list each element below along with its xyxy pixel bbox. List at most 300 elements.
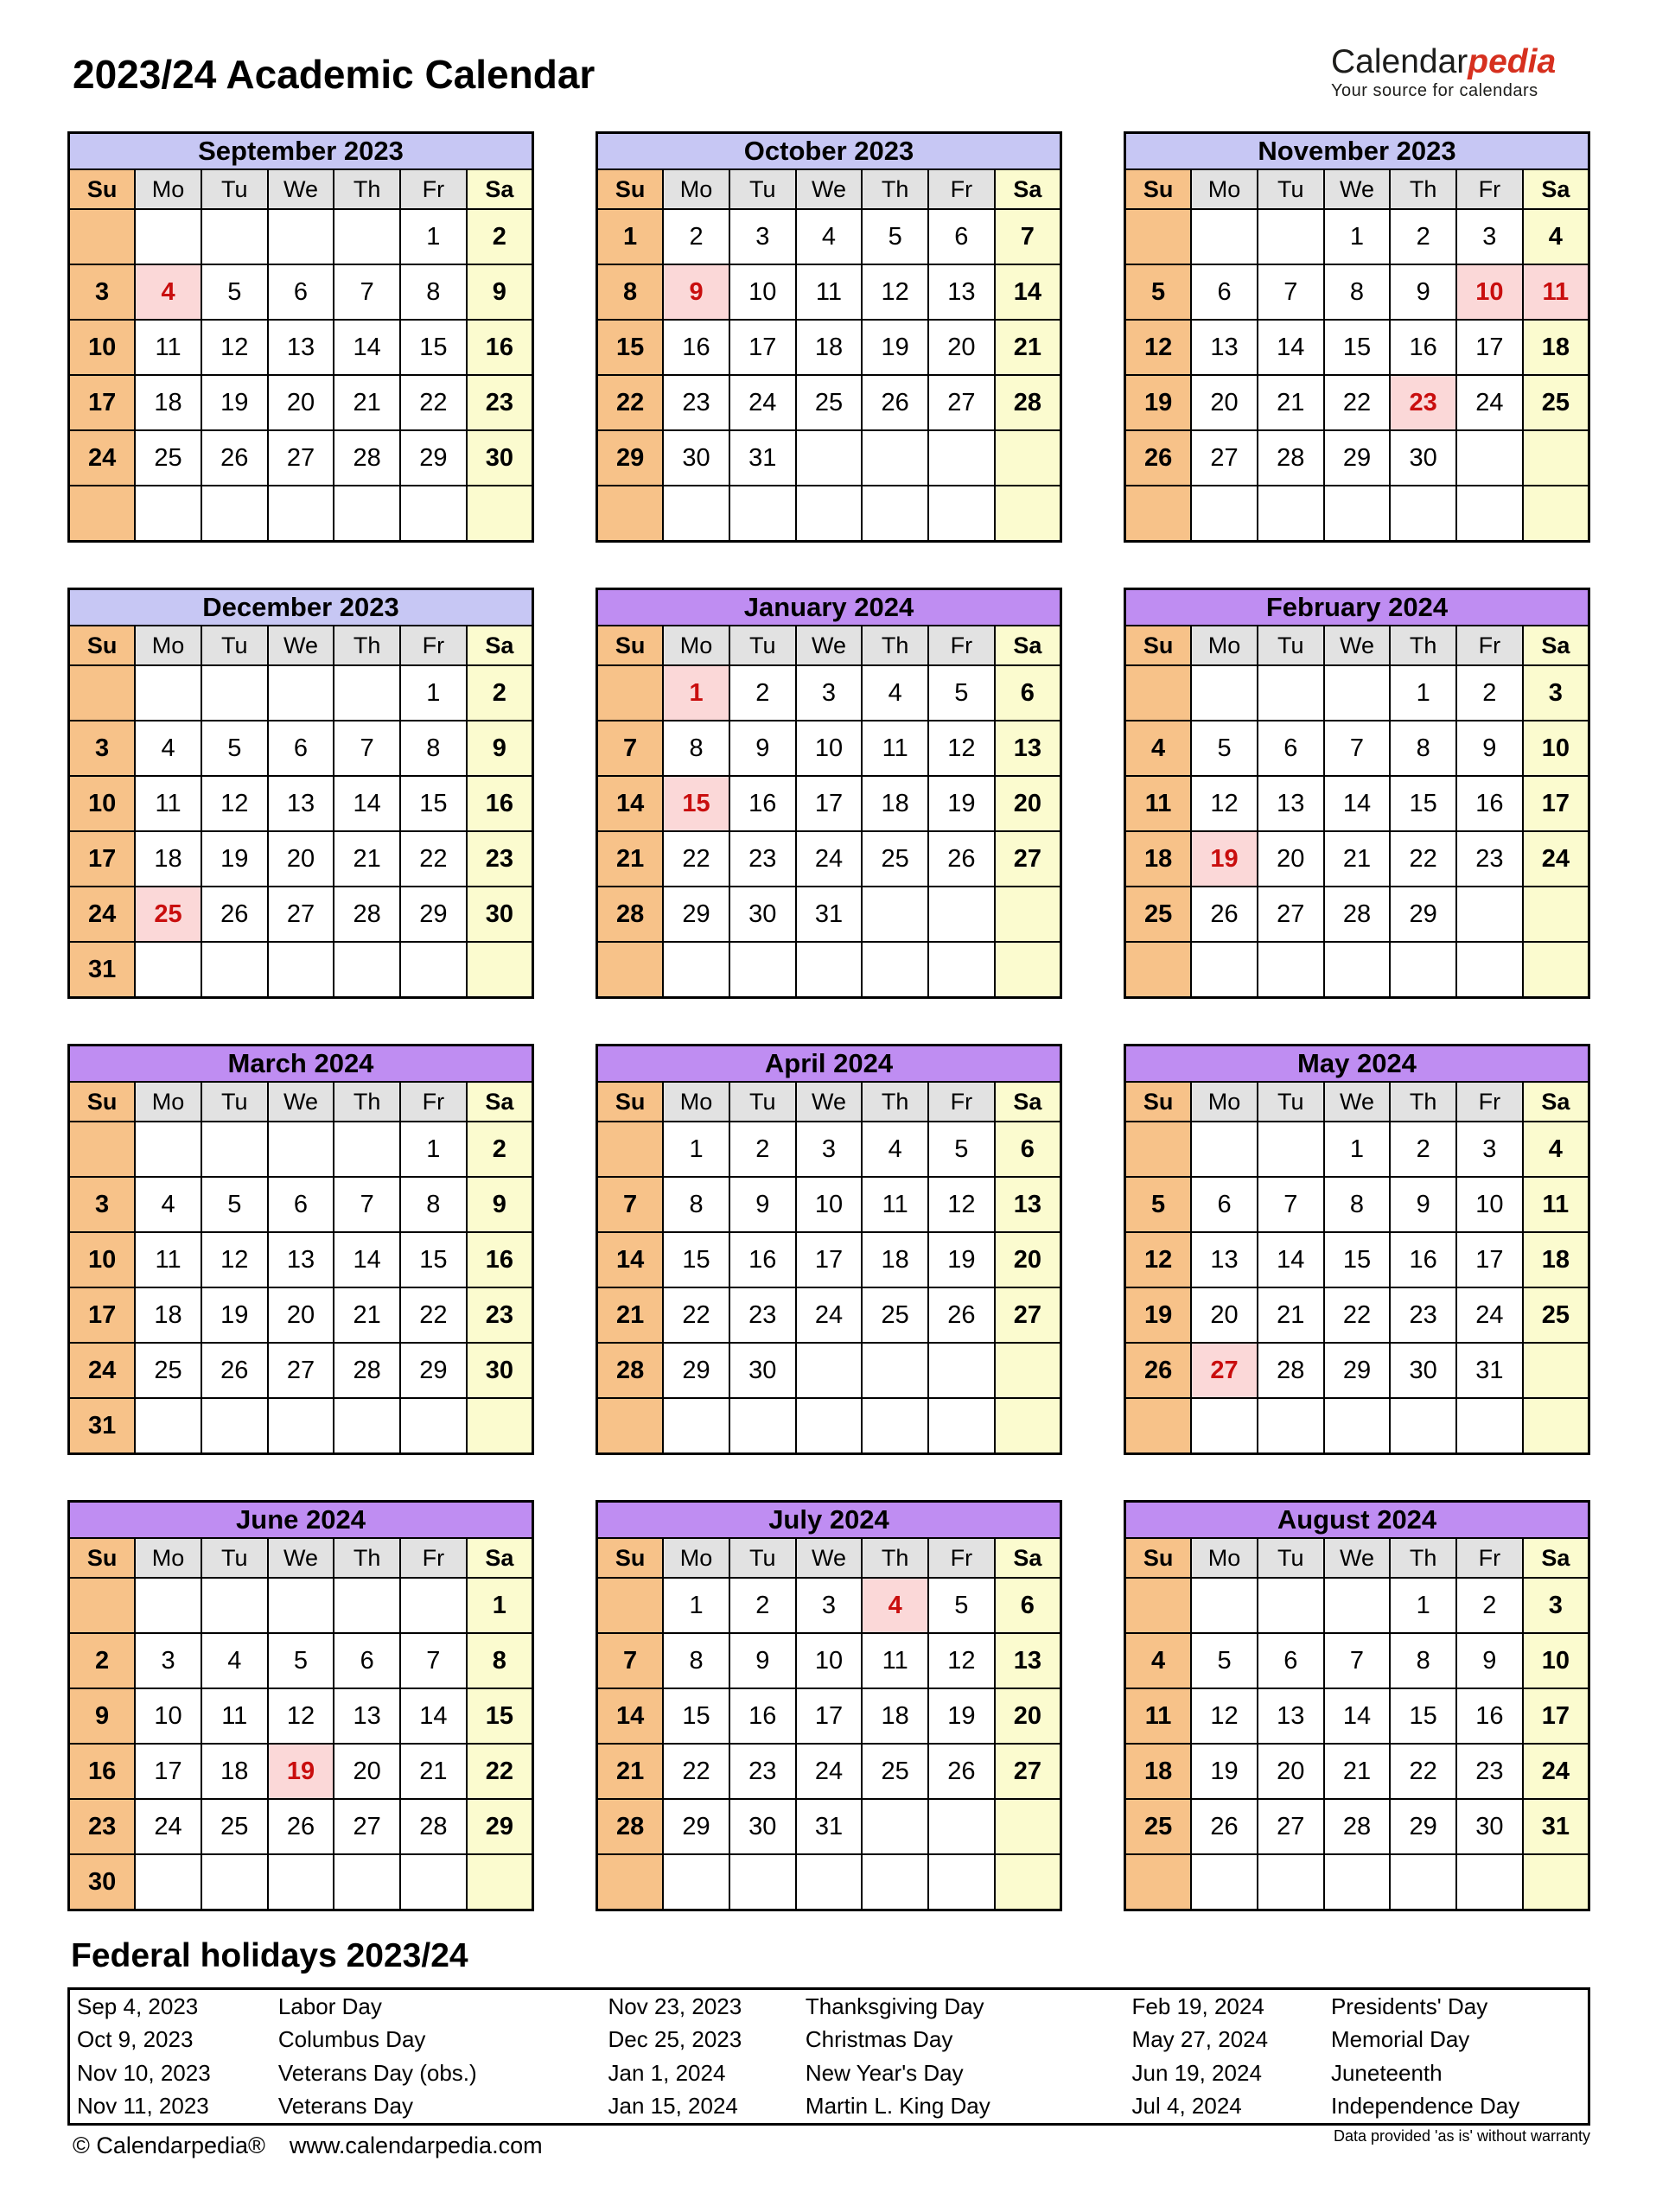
holiday-date: Feb 19, 2024 [1131,1993,1264,2019]
day-cell: 4 [135,721,201,776]
day-cell: 26 [1191,887,1258,942]
empty-day-cell [1523,430,1589,486]
day-cell: 28 [334,430,400,486]
day-header-sa: Sa [1523,626,1589,665]
day-header-tu: Tu [201,626,268,665]
empty-day-cell [1191,1398,1258,1454]
day-cell: 8 [1390,721,1456,776]
calendarpedia-logo [1331,45,1556,99]
disclaimer-text: Data provided 'as is' without warranty [1333,2127,1590,2145]
day-cell: 4 [1523,209,1589,264]
day-cell: 15 [400,776,467,831]
day-cell: 28 [1324,887,1391,942]
empty-day-cell [135,942,201,998]
holiday-name: Veterans Day (obs.) [277,2059,477,2086]
day-cell: 19 [201,831,268,887]
day-cell: 18 [135,831,201,887]
day-cell: 25 [862,831,928,887]
day-cell: 20 [1191,375,1258,430]
copyright-line [73,2133,543,2159]
empty-day-cell [663,486,729,542]
day-cell: 16 [1456,1688,1523,1744]
empty-day-cell [69,486,136,542]
day-cell: 16 [663,320,729,375]
day-cell: 4 [796,209,863,264]
day-cell: 25 [201,1799,268,1854]
day-cell: 3 [1456,209,1523,264]
month-title: December 2023 [69,589,533,626]
day-cell: 25 [135,430,201,486]
day-cell: 7 [334,264,400,320]
day-cell: 28 [334,1343,400,1398]
day-cell: 7 [334,1177,400,1232]
day-cell: 12 [1125,1232,1192,1287]
empty-day-cell [928,1398,995,1454]
day-header-we: We [796,1538,863,1578]
logo-tagline: Your source for calendars [1331,81,1538,100]
day-cell: 18 [1125,831,1192,887]
day-cell: 29 [400,887,467,942]
day-cell: 16 [729,1232,796,1287]
day-cell: 10 [69,776,136,831]
day-cell: 9 [1390,264,1456,320]
holiday-date: Jul 4, 2024 [1131,2093,1242,2120]
day-cell: 14 [334,776,400,831]
empty-day-cell [400,486,467,542]
empty-day-cell [1125,209,1192,264]
day-cell: 12 [1191,1688,1258,1744]
day-header-su: Su [597,1538,664,1578]
day-cell: 14 [597,1232,664,1287]
day-cell: 30 [729,1343,796,1398]
day-header-fr: Fr [1456,169,1523,209]
empty-day-cell [1191,209,1258,264]
empty-day-cell [1191,665,1258,721]
empty-day-cell [995,942,1061,998]
holiday-row [69,2089,1589,2124]
day-cell: 3 [1456,1122,1523,1177]
day-header-we: We [796,1082,863,1122]
day-cell: 4 [201,1633,268,1688]
day-cell: 3 [135,1633,201,1688]
day-cell: 7 [1258,1177,1324,1232]
day-cell: 18 [1523,320,1589,375]
logo-part-pedia: pedia [1468,43,1557,80]
day-cell: 12 [862,264,928,320]
day-cell: 21 [334,375,400,430]
day-cell: 21 [1324,831,1391,887]
day-cell: 6 [995,1578,1061,1633]
day-cell: 23 [729,831,796,887]
day-cell: 15 [597,320,664,375]
holiday-date: Jan 15, 2024 [608,2093,738,2120]
day-cell: 8 [663,721,729,776]
day-cell: 17 [1456,320,1523,375]
empty-day-cell [862,1398,928,1454]
empty-day-cell [268,209,334,264]
holiday-date: Jun 19, 2024 [1131,2059,1262,2086]
day-cell: 25 [862,1287,928,1343]
day-cell: 17 [796,1232,863,1287]
day-cell: 10 [729,264,796,320]
federal-holidays-table [67,1987,1590,2126]
day-header-th: Th [1390,626,1456,665]
day-cell: 26 [201,430,268,486]
day-cell: 13 [268,776,334,831]
empty-day-cell [796,486,863,542]
holiday-day-cell: 19 [1191,831,1258,887]
day-cell: 1 [663,1578,729,1633]
empty-day-cell [1390,942,1456,998]
day-header-th: Th [334,1082,400,1122]
day-cell: 25 [1125,1799,1192,1854]
empty-day-cell [135,1122,201,1177]
day-cell: 9 [467,721,533,776]
empty-day-cell [1258,942,1324,998]
day-cell: 6 [1191,1177,1258,1232]
day-header-we: We [268,1082,334,1122]
day-cell: 12 [201,1232,268,1287]
day-cell: 29 [1324,1343,1391,1398]
day-cell: 11 [1523,1177,1589,1232]
day-cell: 3 [796,665,863,721]
day-cell: 21 [334,1287,400,1343]
day-cell: 17 [1456,1232,1523,1287]
day-cell: 17 [796,1688,863,1744]
day-cell: 9 [467,264,533,320]
empty-day-cell [69,665,136,721]
day-cell: 10 [1523,721,1589,776]
day-cell: 26 [928,831,995,887]
day-cell: 27 [1191,430,1258,486]
empty-day-cell [1125,942,1192,998]
day-header-sa: Sa [467,626,533,665]
day-cell: 15 [1324,320,1391,375]
day-cell: 8 [663,1633,729,1688]
empty-day-cell [1324,1854,1391,1910]
day-cell: 30 [1390,430,1456,486]
holiday-name: Columbus Day [277,2026,426,2053]
day-cell: 16 [1390,320,1456,375]
day-cell: 18 [862,776,928,831]
day-cell: 19 [1125,375,1192,430]
day-header-tu: Tu [729,1538,796,1578]
day-cell: 7 [334,721,400,776]
empty-day-cell [1191,1122,1258,1177]
day-cell: 10 [69,320,136,375]
empty-day-cell [69,1122,136,1177]
day-cell: 27 [995,1744,1061,1799]
empty-day-cell [201,486,268,542]
empty-day-cell [1456,1398,1523,1454]
empty-day-cell [928,1854,995,1910]
day-cell: 10 [796,1633,863,1688]
day-cell: 6 [268,1177,334,1232]
day-cell: 7 [1324,1633,1391,1688]
day-cell: 25 [1523,375,1589,430]
empty-day-cell [1456,887,1523,942]
day-cell: 31 [1523,1799,1589,1854]
day-cell: 9 [467,1177,533,1232]
day-header-su: Su [69,1538,136,1578]
day-cell: 7 [597,1633,664,1688]
month-calendar-october-2023 [596,131,1062,543]
day-header-tu: Tu [729,169,796,209]
day-cell: 2 [729,665,796,721]
day-cell: 21 [1258,1287,1324,1343]
month-calendar-september-2023 [67,131,534,543]
day-header-fr: Fr [1456,1082,1523,1122]
day-cell: 18 [1125,1744,1192,1799]
empty-day-cell [201,1578,268,1633]
day-cell: 11 [862,1633,928,1688]
day-cell: 18 [135,1287,201,1343]
day-header-fr: Fr [1456,1538,1523,1578]
empty-day-cell [928,1799,995,1854]
day-cell: 2 [1456,665,1523,721]
empty-day-cell [862,1854,928,1910]
empty-day-cell [597,1122,664,1177]
day-cell: 16 [69,1744,136,1799]
day-cell: 23 [663,375,729,430]
empty-day-cell [1456,1854,1523,1910]
day-cell: 16 [467,320,533,375]
day-cell: 31 [69,942,136,998]
day-cell: 19 [1191,1744,1258,1799]
day-cell: 21 [597,831,664,887]
empty-day-cell [201,942,268,998]
day-cell: 23 [1390,1287,1456,1343]
day-cell: 1 [1324,1122,1391,1177]
empty-day-cell [268,665,334,721]
day-cell: 17 [69,375,136,430]
federal-holidays-heading: Federal holidays 2023/24 [71,1937,468,1974]
day-cell: 7 [1258,264,1324,320]
empty-day-cell [1125,1854,1192,1910]
empty-day-cell [268,1854,334,1910]
day-cell: 27 [268,430,334,486]
empty-day-cell [334,1122,400,1177]
holiday-date: Sep 4, 2023 [77,1993,199,2019]
day-cell: 11 [135,776,201,831]
day-cell: 23 [69,1799,136,1854]
day-cell: 14 [1324,776,1391,831]
day-cell: 1 [467,1578,533,1633]
empty-day-cell [796,1343,863,1398]
day-cell: 12 [1191,776,1258,831]
day-header-mo: Mo [135,1538,201,1578]
day-cell: 27 [268,1343,334,1398]
day-header-th: Th [1390,169,1456,209]
day-header-su: Su [597,169,664,209]
day-cell: 16 [467,776,533,831]
day-header-tu: Tu [201,169,268,209]
day-header-mo: Mo [1191,1082,1258,1122]
day-cell: 4 [862,1122,928,1177]
empty-day-cell [334,486,400,542]
day-cell: 23 [467,375,533,430]
day-cell: 14 [597,776,664,831]
day-cell: 5 [928,665,995,721]
empty-day-cell [1523,486,1589,542]
day-cell: 21 [1324,1744,1391,1799]
holiday-date: Jan 1, 2024 [608,2059,726,2086]
day-cell: 18 [862,1232,928,1287]
day-header-tu: Tu [201,1082,268,1122]
day-cell: 11 [862,721,928,776]
day-cell: 13 [995,1633,1061,1688]
holiday-day-cell: 1 [663,665,729,721]
day-cell: 1 [400,1122,467,1177]
day-cell: 22 [1324,375,1391,430]
day-cell: 6 [928,209,995,264]
month-title: January 2024 [597,589,1061,626]
empty-day-cell [1523,1398,1589,1454]
day-cell: 9 [1390,1177,1456,1232]
day-cell: 8 [1324,264,1391,320]
day-cell: 29 [400,430,467,486]
month-calendar-february-2024 [1124,588,1590,999]
day-cell: 16 [467,1232,533,1287]
day-cell: 28 [400,1799,467,1854]
day-cell: 29 [597,430,664,486]
month-calendar-may-2024 [1124,1044,1590,1455]
day-cell: 13 [995,1177,1061,1232]
day-cell: 6 [1191,264,1258,320]
empty-day-cell [663,1398,729,1454]
logo-wordmark [1331,45,1556,79]
day-header-th: Th [862,169,928,209]
day-header-su: Su [1125,1082,1192,1122]
empty-day-cell [268,486,334,542]
day-header-mo: Mo [663,1082,729,1122]
day-cell: 19 [201,1287,268,1343]
day-cell: 9 [729,1633,796,1688]
empty-day-cell [729,486,796,542]
day-cell: 15 [1324,1232,1391,1287]
day-cell: 5 [928,1122,995,1177]
month-calendar-march-2024 [67,1044,534,1455]
day-cell: 30 [1390,1343,1456,1398]
empty-day-cell [1390,1398,1456,1454]
day-cell: 14 [1324,1688,1391,1744]
empty-day-cell [1258,1122,1324,1177]
day-cell: 8 [1390,1633,1456,1688]
empty-day-cell [1191,486,1258,542]
empty-day-cell [1125,1398,1192,1454]
day-cell: 23 [729,1744,796,1799]
empty-day-cell [400,1398,467,1454]
day-cell: 30 [1456,1799,1523,1854]
day-header-su: Su [1125,626,1192,665]
day-cell: 13 [268,320,334,375]
day-cell: 24 [69,430,136,486]
empty-day-cell [862,1799,928,1854]
day-header-su: Su [1125,169,1192,209]
empty-day-cell [1456,942,1523,998]
day-cell: 15 [663,1232,729,1287]
day-cell: 8 [1324,1177,1391,1232]
day-header-sa: Sa [995,1082,1061,1122]
day-cell: 6 [268,264,334,320]
day-header-su: Su [1125,1538,1192,1578]
day-cell: 27 [268,887,334,942]
empty-day-cell [928,887,995,942]
day-cell: 27 [995,831,1061,887]
holiday-name: New Year's Day [805,2059,964,2086]
day-cell: 17 [69,831,136,887]
empty-day-cell [597,942,664,998]
day-cell: 14 [1258,320,1324,375]
empty-day-cell [796,1398,863,1454]
day-cell: 1 [1390,665,1456,721]
empty-day-cell [1125,1578,1192,1633]
day-cell: 16 [729,1688,796,1744]
day-cell: 1 [400,209,467,264]
day-cell: 16 [1390,1232,1456,1287]
day-cell: 14 [334,320,400,375]
day-cell: 22 [1324,1287,1391,1343]
day-cell: 5 [928,1578,995,1633]
day-header-mo: Mo [663,626,729,665]
day-cell: 15 [663,1688,729,1744]
day-header-th: Th [862,1082,928,1122]
month-title: June 2024 [69,1502,533,1539]
day-cell: 3 [1523,665,1589,721]
day-header-mo: Mo [135,626,201,665]
empty-day-cell [1456,430,1523,486]
day-cell: 22 [400,375,467,430]
day-header-th: Th [334,626,400,665]
day-header-we: We [268,169,334,209]
day-cell: 15 [467,1688,533,1744]
day-header-fr: Fr [928,169,995,209]
day-cell: 5 [268,1633,334,1688]
month-title: October 2023 [597,133,1061,170]
day-header-su: Su [597,1082,664,1122]
day-cell: 2 [69,1633,136,1688]
day-cell: 7 [1324,721,1391,776]
day-cell: 30 [467,1343,533,1398]
empty-day-cell [928,1343,995,1398]
day-header-mo: Mo [135,169,201,209]
holiday-day-cell: 9 [663,264,729,320]
empty-day-cell [995,430,1061,486]
day-cell: 10 [796,1177,863,1232]
day-cell: 8 [597,264,664,320]
day-cell: 3 [729,209,796,264]
day-cell: 23 [1456,831,1523,887]
day-cell: 10 [1456,1177,1523,1232]
day-cell: 27 [928,375,995,430]
day-cell: 5 [1125,1177,1192,1232]
day-cell: 26 [862,375,928,430]
empty-day-cell [201,1122,268,1177]
month-calendar-december-2023 [67,588,534,999]
day-header-mo: Mo [1191,169,1258,209]
day-header-mo: Mo [1191,1538,1258,1578]
empty-day-cell [995,486,1061,542]
empty-day-cell [268,1122,334,1177]
empty-day-cell [268,942,334,998]
holiday-date: Nov 10, 2023 [77,2059,211,2086]
month-title: July 2024 [597,1502,1061,1539]
day-cell: 6 [268,721,334,776]
day-cell: 2 [1456,1578,1523,1633]
empty-day-cell [1456,486,1523,542]
day-cell: 11 [1125,1688,1192,1744]
day-cell: 2 [663,209,729,264]
